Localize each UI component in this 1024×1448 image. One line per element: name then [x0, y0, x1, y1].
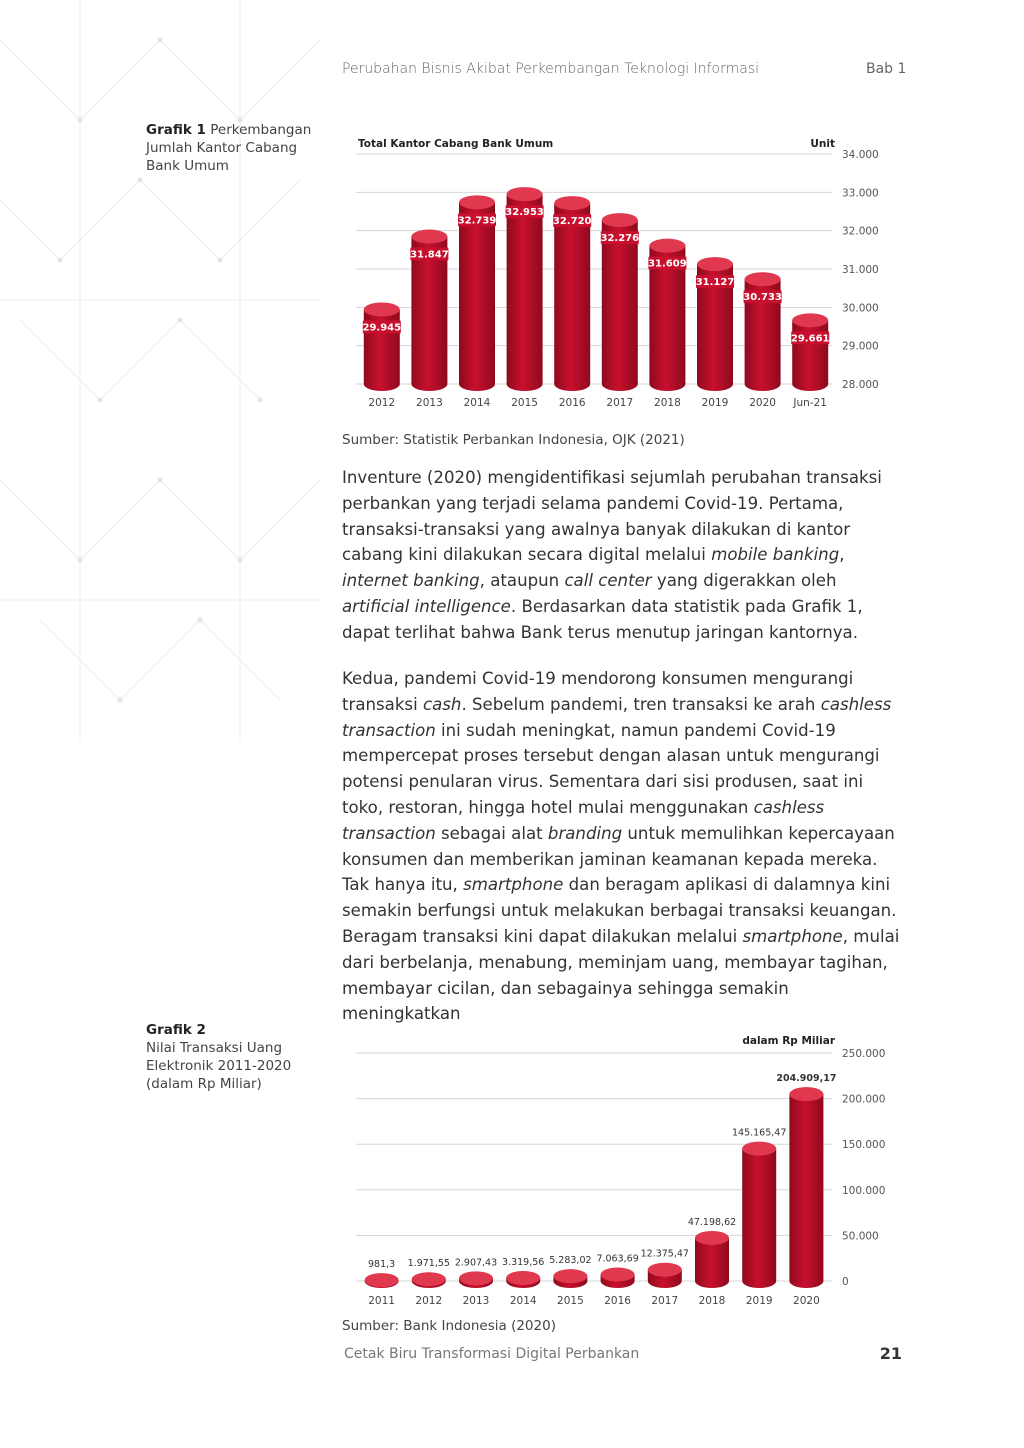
bar: [458, 195, 497, 391]
paragraph2-run: sebagai alat: [435, 823, 548, 843]
paragraph1-run: . Berdasarkan data statistik pada Grafik 1, dapat terlihat bahwa Bank terus menutup jaringan kantornya.: [342, 596, 863, 642]
value-label: 31.847: [410, 249, 449, 261]
paragraph2-run: ini sudah meningkat, namun pandemi Covid-19 mempercepat proses tersebut dengan alasan untuk mengurangi potensi penularan virus. Sementara dari sisi produsen, saat ini toko, restoran, hingga hotel mulai menggunakan: [342, 720, 880, 817]
bar: [648, 239, 687, 391]
y-tick-label: 29.000: [842, 340, 879, 353]
paragraph2-run: smartphone: [742, 926, 843, 946]
paragraph2-run: , mulai dari berbelanja, menabung, meminjam uang, membayar tagihan, membayar cicilan, dan sebagainya sehingga semakin meningkatkan: [342, 926, 900, 1024]
bar-top: [507, 187, 543, 201]
figure2-caption-text: Nilai Transaksi Uang Elektronik 2011-2020 (dalam Rp Miliar): [146, 1040, 292, 1092]
bar-top: [648, 1263, 682, 1277]
x-tick-label: 2014: [509, 1295, 537, 1307]
paragraph1-run: Inventure (2020) mengidentifikasi sejumlah perubahan transaksi perbankan yang terjadi selama pandemi Covid-19. Pertama, transaksi-transaksi yang awalnya banyak dilakukan di kantor cabang kini dilakukan secara digital melalui: [342, 468, 882, 565]
x-tick-label: 2012: [368, 397, 396, 409]
y-tick-label: 30.000: [842, 302, 879, 315]
bar-body: [789, 1094, 823, 1288]
value-label: 1.971,55: [407, 1258, 450, 1270]
figure1-caption-text: Perkembangan Jumlah Kantor Cabang Bank Umum: [146, 122, 312, 174]
paragraph2-run: Kedua, pandemi Covid-19 mendorong konsumen mengurangi transaksi: [342, 669, 854, 714]
paragraph2-run: smartphone: [463, 875, 564, 895]
value-label: 12.375,47: [640, 1248, 689, 1260]
bar-body: [695, 1238, 729, 1288]
paragraph2-run: cashless transaction: [342, 694, 892, 740]
bar-top: [459, 195, 495, 209]
chart-unit-label: dalam Rp Miliar: [742, 1035, 835, 1047]
value-label: 31.127: [695, 277, 735, 289]
bar-top: [697, 257, 733, 271]
bar-top: [411, 230, 447, 244]
bar: [791, 313, 830, 391]
paragraph1-run: internet banking: [342, 571, 480, 591]
value-label: 30.733: [743, 292, 782, 304]
figure2-source: Sumber: Bank Indonesia (2020): [342, 1318, 556, 1334]
x-tick-label: 2013: [462, 1295, 490, 1307]
value-label: 32.276: [600, 233, 640, 245]
bar-top: [412, 1272, 446, 1286]
x-tick-label: Jun-21: [793, 397, 827, 409]
bar-top: [745, 272, 781, 286]
y-tick-label: 31.000: [842, 264, 879, 276]
bar-top: [364, 302, 400, 316]
bar: [601, 213, 640, 391]
value-label: 145.165,47: [731, 1127, 787, 1139]
bar-top: [459, 1271, 493, 1285]
paragraph-2: [342, 666, 902, 1027]
value-label: 5.283,02: [549, 1255, 592, 1267]
e-money-bar-chart: [342, 1030, 902, 1312]
paragraph1-run: mobile banking: [711, 545, 840, 565]
value-label: 981,3: [367, 1259, 396, 1271]
bar-body: [602, 220, 638, 391]
bar-top: [365, 1273, 399, 1287]
bar: [732, 1128, 786, 1288]
bar-top: [601, 1268, 635, 1282]
bar-top: [789, 1087, 823, 1101]
value-label: 29.945: [362, 322, 402, 334]
x-tick-label: 2011: [368, 1295, 395, 1307]
figure1-source: Sumber: Statistik Perbankan Indonesia, OJK (2021): [342, 432, 685, 448]
y-tick-label: 150.000: [842, 1139, 886, 1152]
figure2-caption-label: Grafik 2: [146, 1022, 206, 1038]
paragraph2-run: . Sebelum pandemi, tren transaksi ke arah: [461, 694, 821, 714]
bar: [505, 187, 544, 391]
y-tick-label: 100.000: [842, 1184, 886, 1197]
value-label: 29.661: [790, 333, 830, 345]
bar: [365, 1259, 399, 1288]
x-tick-label: 2013: [416, 397, 443, 409]
y-tick-label: 32.000: [842, 225, 879, 238]
bar: [502, 1257, 544, 1288]
bar-top: [602, 213, 638, 227]
paragraph2-run: dan beragam aplikasi di dalamnya kini semakin berfungsi untuk melakukan berbagai transaksi keuangan. Beragam transaksi kini dapat dilakukan melalui: [342, 875, 897, 946]
x-tick-label: 2019: [745, 1295, 773, 1307]
paragraph2-run: untuk memulihkan kepercayaan konsumen dan memberikan jaminan keamanan kepada mereka. Tak hanya itu,: [342, 823, 895, 895]
background-pattern: [0, 0, 320, 740]
chart-unit-label: Unit: [810, 138, 835, 150]
figure2-caption: [146, 1021, 316, 1093]
y-tick-label: 0: [842, 1276, 849, 1288]
bar-top: [792, 313, 828, 327]
running-footer-title: Cetak Biru Transformasi Digital Perbankan: [344, 1346, 640, 1362]
x-tick-label: 2016: [558, 397, 586, 409]
value-label: 32.739: [457, 215, 497, 227]
figure1-caption-label: Grafik 1: [146, 122, 206, 138]
bar: [549, 1255, 591, 1288]
paragraph1-run: ,: [839, 545, 845, 565]
x-tick-label: 2012: [415, 1295, 443, 1307]
value-label: 32.953: [505, 207, 544, 219]
paragraph2-run: cash: [422, 694, 462, 714]
paragraph1-run: artificial intelligence: [342, 596, 511, 616]
running-header-chapter: Bab 1: [866, 61, 907, 77]
bar-top: [742, 1142, 776, 1156]
y-tick-label: 50.000: [842, 1230, 879, 1243]
x-tick-label: 2018: [698, 1295, 726, 1307]
bar: [743, 272, 782, 391]
x-tick-label: 2016: [604, 1295, 631, 1307]
bar: [553, 196, 592, 391]
value-label: 47.198,62: [687, 1216, 737, 1228]
x-tick-label: 2017: [651, 1295, 679, 1307]
bar: [696, 257, 735, 391]
y-tick-label: 250.000: [842, 1048, 886, 1060]
value-label: 2.907,43: [454, 1257, 498, 1269]
bar: [688, 1217, 736, 1288]
chart-title: Total Kantor Cabang Bank Umum: [358, 138, 554, 150]
bar-top: [506, 1271, 540, 1285]
value-label: 204.909,17: [776, 1073, 837, 1085]
paragraph-1: [342, 465, 902, 646]
y-tick-label: 28.000: [842, 379, 879, 391]
bar: [410, 230, 449, 391]
y-tick-label: 33.000: [842, 187, 879, 200]
bar-body: [792, 320, 828, 391]
paragraph1-run: , ataupun: [479, 571, 565, 591]
value-label: 3.319,56: [502, 1256, 545, 1268]
paragraph2-run: cashless transaction: [342, 797, 825, 843]
bar-body: [742, 1149, 776, 1288]
bar: [455, 1257, 497, 1288]
bar-top: [553, 1269, 587, 1283]
y-tick-label: 34.000: [842, 149, 879, 161]
figure1-caption: [146, 121, 316, 175]
x-tick-label: 2019: [701, 397, 729, 409]
x-tick-label: 2020: [749, 397, 776, 409]
bar-body: [459, 202, 495, 391]
bar: [363, 302, 402, 391]
x-tick-label: 2015: [557, 1295, 584, 1307]
value-label: 32.720: [552, 216, 592, 228]
value-label: 31.609: [648, 258, 687, 270]
page-number: 21: [879, 1344, 902, 1363]
x-tick-label: 2014: [463, 397, 491, 409]
x-tick-label: 2017: [606, 397, 634, 409]
bar: [776, 1073, 836, 1288]
x-tick-label: 2015: [511, 397, 538, 409]
bar: [641, 1249, 689, 1288]
value-label: 7.063,69: [596, 1253, 639, 1265]
paragraph2-run: branding: [547, 823, 623, 843]
paragraph1-run: call center: [564, 571, 652, 591]
branch-office-bar-chart: [342, 130, 902, 420]
bar-top: [695, 1231, 729, 1245]
x-tick-label: 2018: [654, 397, 681, 409]
bar: [408, 1258, 450, 1288]
bar-top: [554, 196, 590, 210]
running-header-title: Perubahan Bisnis Akibat Perkembangan Teknologi Informasi: [342, 61, 760, 77]
bar-body: [554, 203, 590, 391]
bar-body: [507, 194, 543, 391]
x-tick-label: 2020: [793, 1295, 820, 1307]
y-tick-label: 200.000: [842, 1093, 886, 1106]
bar: [596, 1254, 638, 1288]
bar-top: [649, 239, 685, 253]
paragraph1-run: yang digerakkan oleh: [651, 571, 837, 591]
